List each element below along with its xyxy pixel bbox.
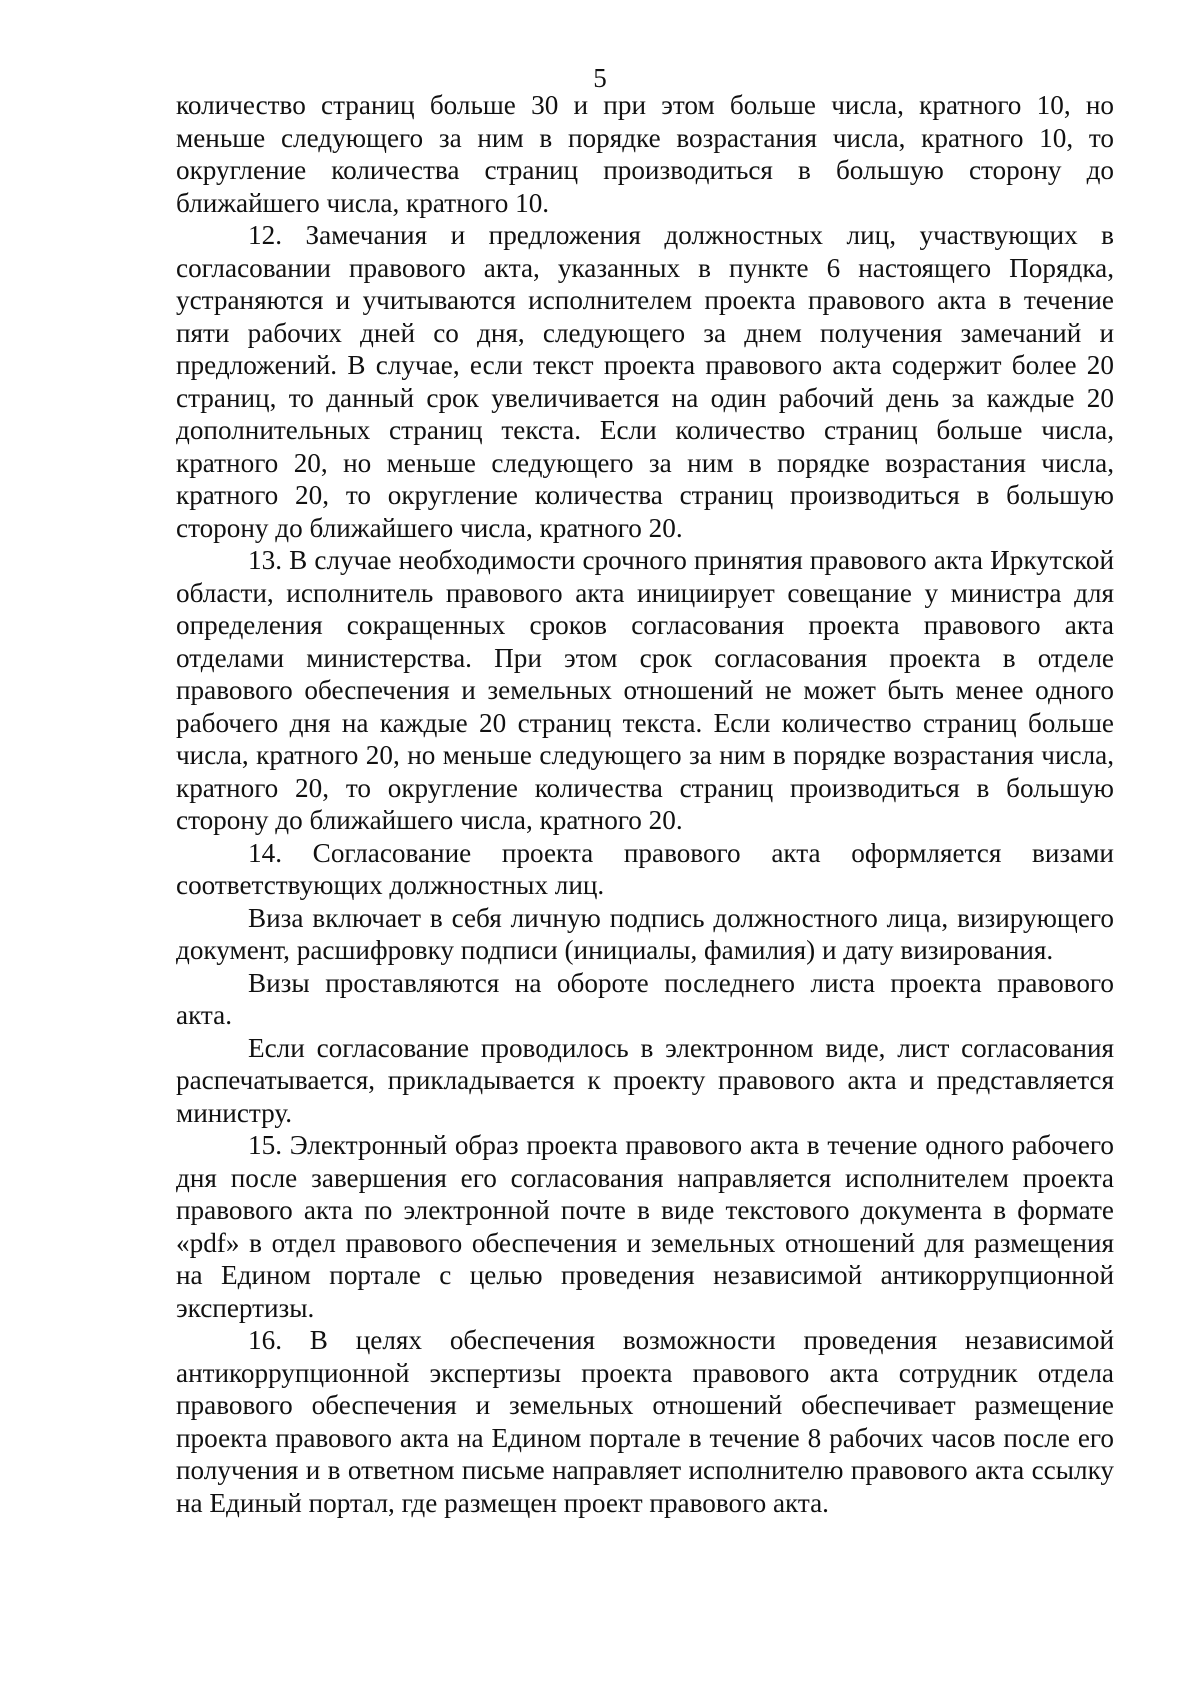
paragraph-item-16: 16. В целях обеспечения возможности проведения независимой антикоррупционной экспертизы проекта правового акта сотрудник отдела правового обеспечения и земельных отношений обеспечивает размещение проекта правового акта на Едином портале в течение 8 рабочих часов после его получения и в ответном письме направляет исполнителю правового акта ссылку на Единый портал, где размещен проект правового акта. [176,1325,1114,1518]
paragraph-visa-contents: Виза включает в себя личную подпись должностного лица, визирующего документ, расшифровку подписи (инициалы, фамилия) и дату визирования. [176,902,1114,965]
page-number: 5 [593,63,607,93]
paragraph-continuation: количество страниц больше 30 и при этом больше числа, кратного 10, но меньше следующего за ним в порядке возрастания числа, кратного 10, то округление количества страниц производиться в большую сторону до ближайшего числа, кратного 10. [176,90,1114,218]
paragraph-item-13: 13. В случае необходимости срочного принятия правового акта Иркутской области, исполнитель правового акта инициирует совещание у министра для определения сокращенных сроков согласования проекта правового акта отделами министерства. При этом срок согласования проекта в отделе правового обеспечения и земельных отношений не может быть менее одного рабочего дня на каждые 20 страниц текста. Если количество страниц больше числа, кратного 20, но меньше следующего за ним в порядке возрастания числа, кратного 20, то округление количества страниц производиться в большую сторону до ближайшего числа, кратного 20. [176,545,1114,835]
document-body [176,89,1114,1519]
paragraph-electronic-approval: Если согласование проводилось в электронном виде, лист согласования распечатывается, прикладывается к проекту правового акта и представляется министру. [176,1032,1114,1128]
paragraph-item-12: 12. Замечания и предложения должностных лиц, участвующих в согласовании правового акта, указанных в пункте 6 настоящего Порядка, устраняются и учитываются исполнителем проекта правового акта в течение пяти рабочих дней со дня, следующего за днем получения замечаний и предложений. В случае, если текст проекта правового акта содержит более 20 страниц, то данный срок увеличивается на один рабочий день за каждые 20 дополнительных страниц текста. Если количество страниц больше числа, кратного 20, но меньше следующего за ним в порядке возрастания числа, кратного 20, то округление количества страниц производиться в большую сторону до ближайшего числа, кратного 20. [176,220,1114,543]
paragraph-item-15: 15. Электронный образ проекта правового акта в течение одного рабочего дня после завершения его согласования направляется исполнителем проекта правового акта по электронной почте в виде текстового документа в формате «pdf» в отдел правового обеспечения и земельных отношений для размещения на Едином портале с целью проведения независимой антикоррупционной экспертизы. [176,1130,1114,1323]
paragraph-visa-placement: Визы проставляются на обороте последнего листа проекта правового акта. [176,967,1114,1030]
paragraph-item-14: 14. Согласование проекта правового акта оформляется визами соответствующих должностных лиц. [176,837,1114,900]
